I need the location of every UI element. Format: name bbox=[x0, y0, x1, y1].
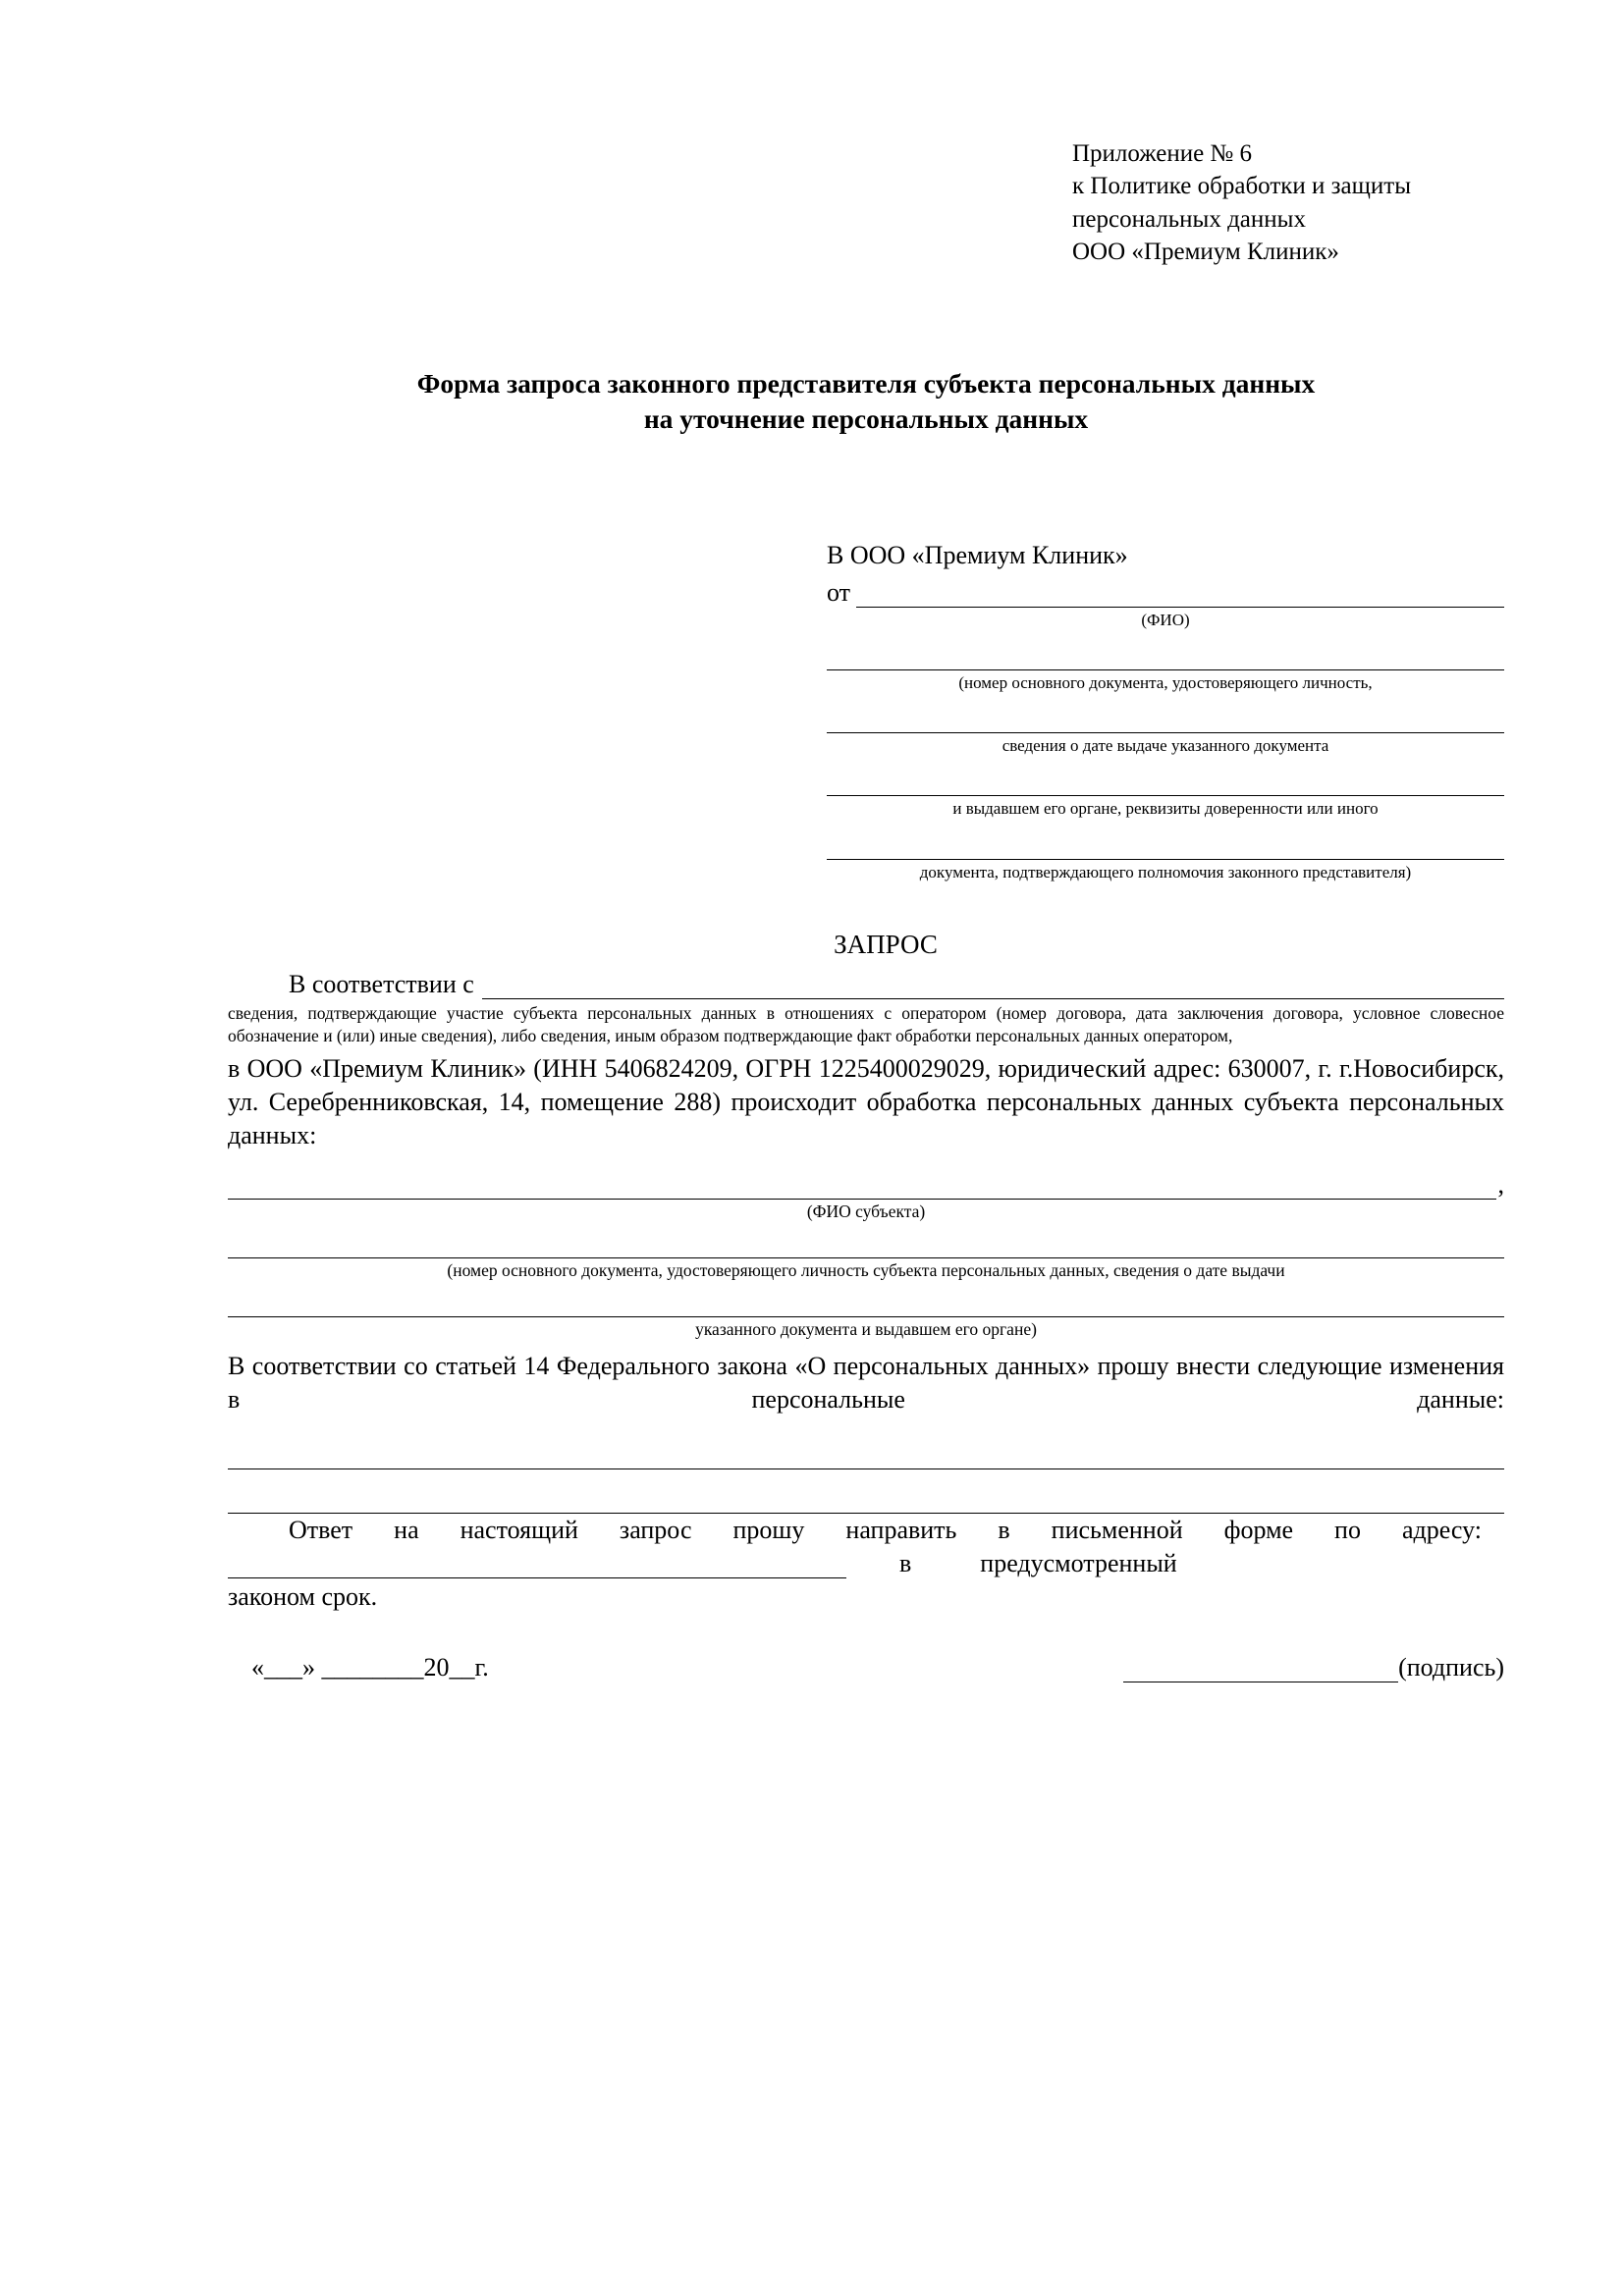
signature-row bbox=[228, 1653, 1504, 1682]
answer-row-2 bbox=[228, 1549, 1504, 1578]
request-note: сведения, подтверждающие участие субъекта персональных данных в отношениях с оператором (номер договора, дата заключения договора, условное словесное обозначение и (или) иные сведения), либо сведения, иным образом подтверждающие факт обработки персональных данных оператором, bbox=[228, 1002, 1504, 1045]
law-paragraph: В соответствии со статьей 14 Федерального закона «О персональных данных» прошу внести следующие изменения в персональные данные: bbox=[228, 1351, 1504, 1414]
appendix-header bbox=[1072, 137, 1504, 268]
request-heading: ЗАПРОС bbox=[834, 929, 938, 959]
from-label: от bbox=[827, 577, 851, 607]
signature-fill-line[interactable] bbox=[1123, 1658, 1398, 1682]
caption-subject-doc-2: указанного документа и выдавшем его органе) bbox=[695, 1318, 1037, 1339]
appendix-line-3: персональных данных bbox=[1072, 205, 1306, 233]
doc-authority-field bbox=[827, 835, 1504, 882]
operator-paragraph: в ООО «Премиум Клиник» (ИНН 5406824209, ОГРН 1225400029029, юридический адрес: 630007, г. г.Новосибирск, ул. Серебренниковская, 14, помещение 288) происходит обработка персональных данных субъекта персональных данных: bbox=[228, 1054, 1504, 1149]
appendix-line-2: к Политике обработки и защиты bbox=[1072, 173, 1412, 200]
caption-subject-fio: (ФИО субъекта) bbox=[806, 1201, 926, 1221]
subject-doc-field bbox=[228, 1232, 1504, 1281]
changes-field-2 bbox=[228, 1487, 1504, 1514]
answer-address-fill-line[interactable] bbox=[228, 1552, 846, 1578]
answer-mid-word: в bbox=[899, 1549, 912, 1578]
caption-doc-number: (номер основного документа, удостоверяющего личность, bbox=[958, 672, 1373, 692]
addressee-block bbox=[827, 541, 1504, 882]
answer-tail-word: предусмотренный bbox=[980, 1549, 1177, 1578]
page-title-line-1: Форма запроса законного представителя субъекта персональных данных bbox=[416, 368, 1316, 399]
caption-doc-date: сведения о дате выдаче указанного документа bbox=[1001, 736, 1329, 756]
from-row bbox=[827, 578, 1504, 608]
addressee-organization: В ООО «Премиум Клиник» bbox=[827, 540, 1128, 569]
caption-subject-doc: (номер основного документа, удостоверяющего личность субъекта персональных данных, сведения о дате выдачи bbox=[447, 1259, 1285, 1280]
subject-fio-comma: , bbox=[1497, 1169, 1504, 1199]
subject-doc-fill-line[interactable] bbox=[228, 1232, 1504, 1258]
in-accordance-row bbox=[228, 970, 1504, 999]
caption-fio: (ФИО) bbox=[1141, 610, 1190, 629]
answer-line-1: Ответ на настоящий запрос прошу направить в письменной форме по адресу: bbox=[289, 1516, 1482, 1545]
subject-doc-fill-line-2[interactable] bbox=[228, 1291, 1504, 1317]
doc-date-field bbox=[827, 709, 1504, 756]
subject-doc-field-2 bbox=[228, 1291, 1504, 1340]
doc-authority-fill-line[interactable] bbox=[827, 835, 1504, 860]
changes-fill-line-2[interactable] bbox=[228, 1487, 1504, 1514]
appendix-line-1: Приложение № 6 bbox=[1072, 140, 1253, 167]
changes-field-1 bbox=[228, 1443, 1504, 1469]
doc-number-fill-line[interactable] bbox=[827, 646, 1504, 670]
subject-fio-row bbox=[228, 1170, 1504, 1200]
doc-issuer-field bbox=[827, 772, 1504, 819]
signature-label: (подпись) bbox=[1398, 1653, 1504, 1682]
request-body bbox=[228, 970, 1504, 1682]
doc-number-field bbox=[827, 646, 1504, 693]
doc-issuer-fill-line[interactable] bbox=[827, 772, 1504, 796]
in-accordance-fill-line[interactable] bbox=[482, 977, 1504, 999]
from-fill-line[interactable] bbox=[856, 585, 1504, 608]
changes-fill-line-1[interactable] bbox=[228, 1443, 1504, 1469]
doc-date-fill-line[interactable] bbox=[827, 709, 1504, 733]
page-title bbox=[228, 366, 1504, 438]
appendix-line-4: ООО «Премиум Клиник» bbox=[1072, 238, 1339, 265]
in-accordance-label: В соответствии с bbox=[289, 969, 474, 998]
answer-line-3: законом срок. bbox=[228, 1582, 378, 1612]
caption-doc-issuer: и выдавшем его органе, реквизиты доверенности или иного bbox=[952, 799, 1379, 819]
document-content bbox=[228, 137, 1504, 1682]
page-title-line-2: на уточнение персональных данных bbox=[643, 403, 1089, 435]
subject-fio-fill-line[interactable] bbox=[228, 1173, 1496, 1200]
caption-doc-authority: документа, подтверждающего полномочия законного представителя) bbox=[919, 862, 1412, 881]
signature-date[interactable]: «___» ________20__г. bbox=[251, 1653, 489, 1682]
answer-row-1 bbox=[228, 1516, 1504, 1545]
